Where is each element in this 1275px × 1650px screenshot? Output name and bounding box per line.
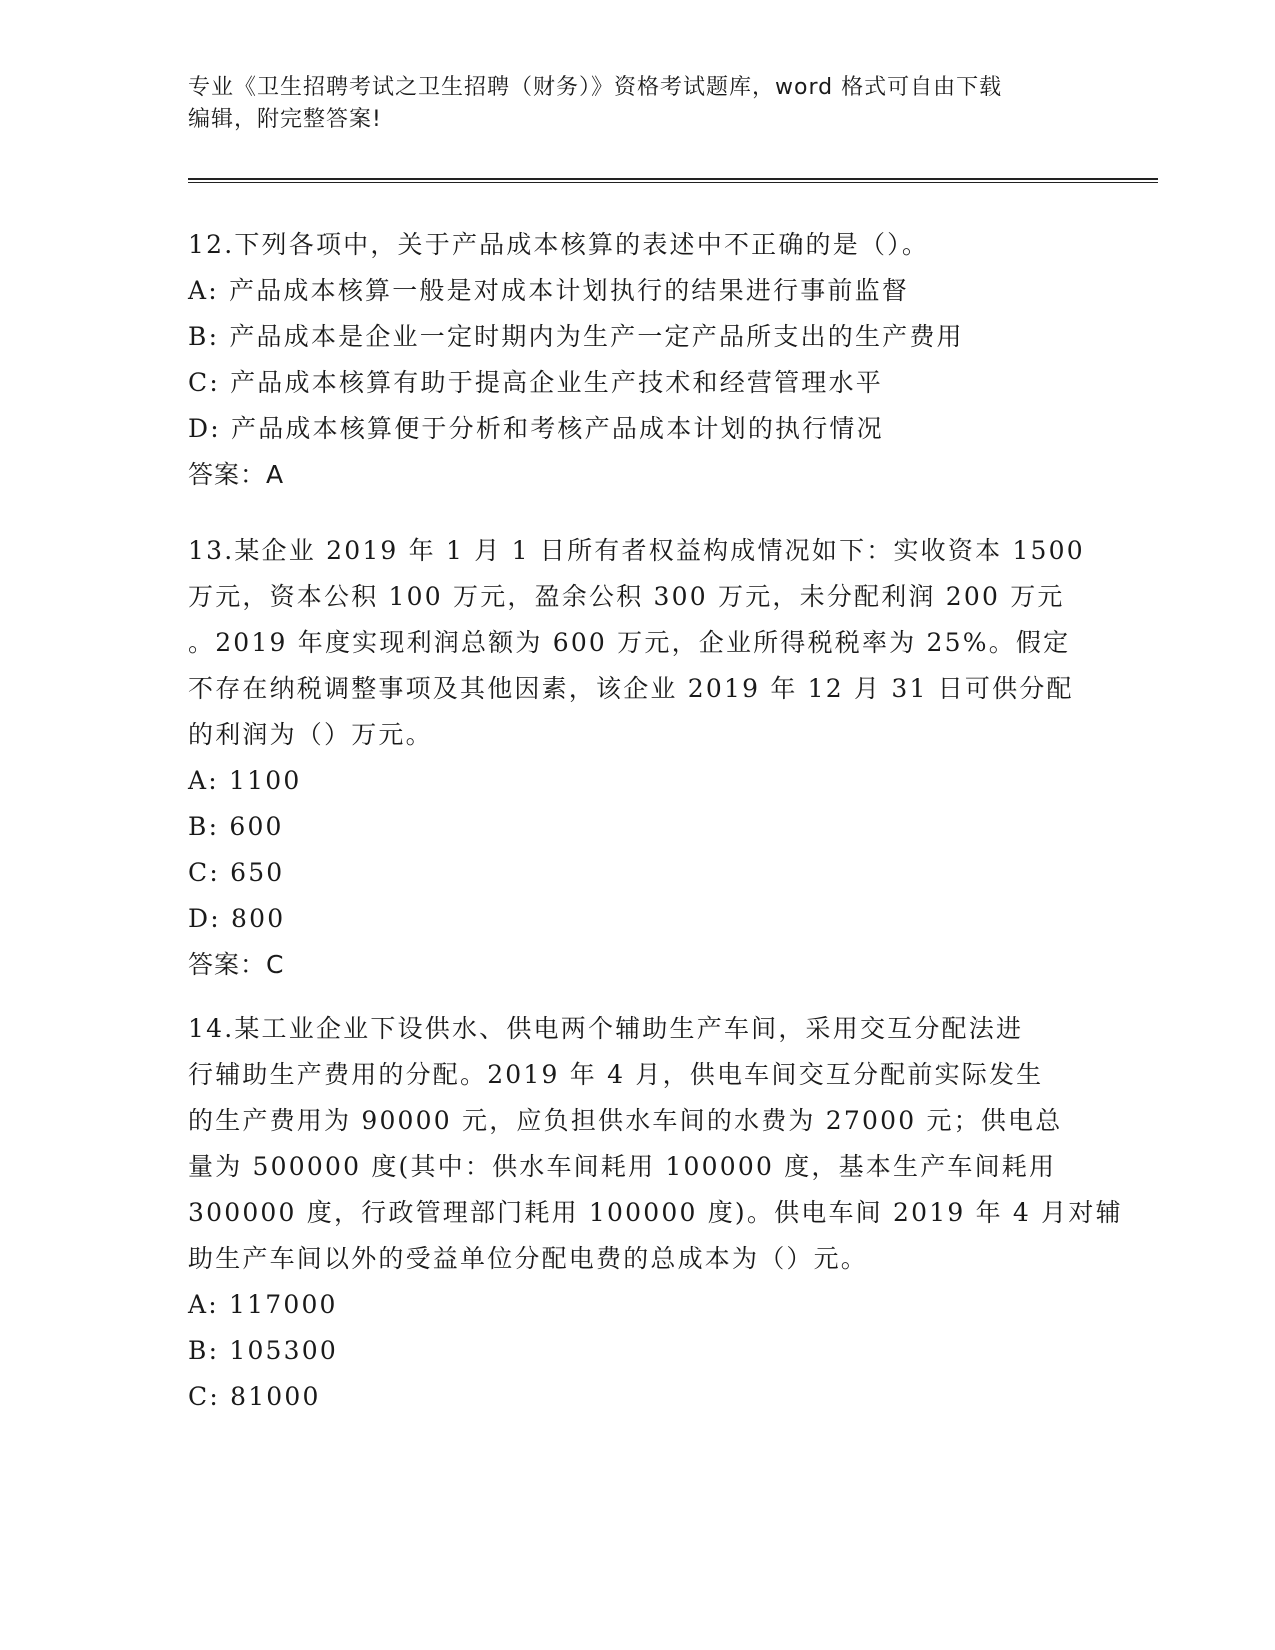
question-stem-line: 的生产费用为 90000 元，应负担供水车间的水费为 27000 元；供电总 <box>188 1106 1063 1135</box>
option-a: A: 产品成本核算一般是对成本计划执行的结果进行事前监督 <box>188 276 910 305</box>
option-b: B: 600 <box>188 812 284 841</box>
question-stem-line: 万元，资本公积 100 万元，盈余公积 300 万元，未分配利润 200 万元 <box>188 582 1065 611</box>
question-12 <box>188 222 1088 498</box>
option-a: A: 117000 <box>188 1290 338 1319</box>
option-d: D: 800 <box>188 904 286 933</box>
header-divider <box>188 178 1158 183</box>
header-line-2: 编辑，附完整答案! <box>188 107 382 132</box>
question-stem-line: 300000 度，行政管理部门耗用 100000 度)。供电车间 2019 年 4 月对辅 <box>188 1198 1123 1227</box>
answer: 答案：A <box>188 460 285 489</box>
option-c: C: 650 <box>188 858 285 887</box>
document-header <box>188 72 1088 136</box>
option-c: C: 81000 <box>188 1382 321 1411</box>
question-stem-line: 助生产车间以外的受益单位分配电费的总成本为（）元。 <box>188 1244 869 1273</box>
option-c: C: 产品成本核算有助于提高企业生产技术和经营管理水平 <box>188 368 883 397</box>
question-stem-line: 量为 500000 度(其中：供水车间耗用 100000 度，基本生产车间耗用 <box>188 1152 1057 1181</box>
answer: 答案：C <box>188 950 285 979</box>
option-b: B: 产品成本是企业一定时期内为生产一定产品所支出的生产费用 <box>188 322 964 351</box>
option-b: B: 105300 <box>188 1336 338 1365</box>
question-stem: 12.下列各项中，关于产品成本核算的表述中不正确的是（）。 <box>188 230 930 259</box>
question-14 <box>188 1006 1123 1420</box>
question-13 <box>188 528 1088 988</box>
header-line-1: 专业《卫生招聘考试之卫生招聘（财务）》资格考试题库，word 格式可自由下载 <box>188 75 1003 100</box>
option-d: D: 产品成本核算便于分析和考核产品成本计划的执行情况 <box>188 414 884 443</box>
question-stem-line: 行辅助生产费用的分配。2019 年 4 月，供电车间交互分配前实际发生 <box>188 1060 1044 1089</box>
question-stem-line: 13.某企业 2019 年 1 月 1 日所有者权益构成情况如下：实收资本 1500 <box>188 536 1085 565</box>
option-a: A: 1100 <box>188 766 302 795</box>
question-stem-line: 的利润为（）万元。 <box>188 720 433 749</box>
question-stem-line: 。2019 年度实现利润总额为 600 万元，企业所得税税率为 25%。假定 <box>188 628 1071 657</box>
question-stem-line: 14.某工业企业下设供水、供电两个辅助生产车间，采用交互分配法进 <box>188 1014 1024 1043</box>
question-stem-line: 不存在纳税调整事项及其他因素，该企业 2019 年 12 月 31 日可供分配 <box>188 674 1074 703</box>
